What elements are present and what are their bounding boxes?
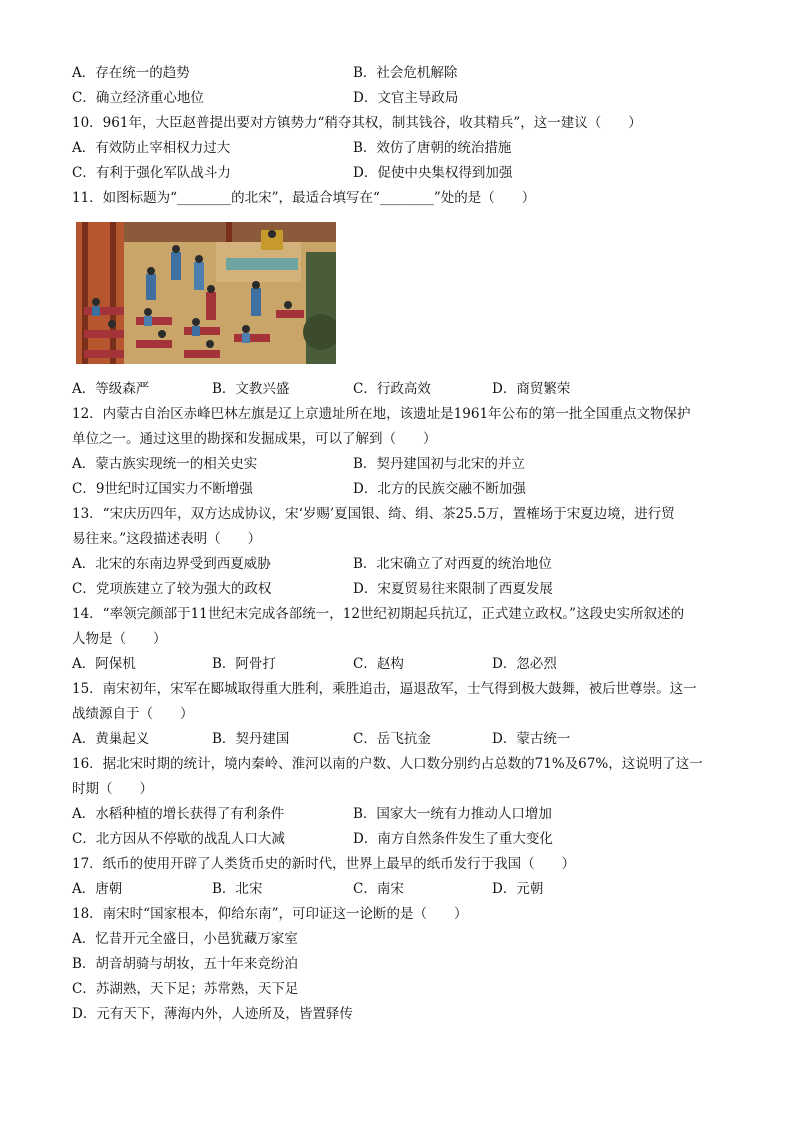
q15-option-b: B．契丹建国: [212, 731, 290, 747]
q10-stem: 10．961年，大臣赵普提出要对方镇势力“稍夺其权，制其钱谷，收其精兵”，这一建议（ ）: [72, 115, 642, 131]
q14-option-d: D．忽必烈: [492, 656, 557, 672]
q16-option-a: A．水稻种植的增长获得了有利条件: [72, 806, 285, 822]
q11-option-c: C．行政高效: [353, 381, 431, 397]
q18-stem: 18．南宋时“国家根本，仰给东南”，可印证这一论断的是（ ）: [72, 906, 468, 922]
q17-stem: 17．纸币的使用开辟了人类货币史的新时代，世界上最早的纸币发行于我国（ ）: [72, 856, 576, 872]
q13-stem-line-2: 易往来。”这段描述表明（ ）: [72, 531, 262, 547]
q18-option-d: D．元有天下，薄海内外，人迹所及，皆置驿传: [72, 1006, 353, 1022]
q15-option-a: A．黄巢起义: [72, 731, 150, 747]
q12-option-d: D．北方的民族交融不断加强: [353, 481, 526, 497]
q11-option-b: B．文教兴盛: [212, 381, 290, 397]
q16-option-d: D．南方自然条件发生了重大变化: [353, 831, 553, 847]
q12-option-c: C．9世纪时辽国实力不断增强: [72, 481, 253, 497]
q17-option-a: A．唐朝: [72, 881, 123, 897]
q10-option-a: A．有效防止宰相权力过大: [72, 140, 231, 156]
q17-option-c: C．南宋: [353, 881, 404, 897]
q14-option-c: C．赵构: [353, 656, 404, 672]
q14-stem-line-2: 人物是（ ）: [72, 631, 167, 647]
q14-option-a: A．阿保机: [72, 656, 136, 672]
q13-option-c: C．党项族建立了较为强大的政权: [72, 581, 272, 597]
q12-stem-line-1: 12．内蒙古自治区赤峰巴林左旗是辽上京遗址所在地，该遗址是1961年公布的第一批全国重点文物保护: [72, 406, 691, 422]
q13-option-a: A．北宋的东南边界受到西夏威胁: [72, 556, 271, 572]
q18-option-b: B．胡音胡骑与胡妆，五十年来竞纷泊: [72, 956, 298, 972]
q11-option-d: D．商贸繁荣: [492, 381, 571, 397]
q16-option-c: C．北方因从不停歇的战乱人口大减: [72, 831, 285, 847]
q16-stem-line-2: 时期（ ）: [72, 781, 153, 797]
q16-option-b: B．国家大一统有力推动人口增加: [353, 806, 552, 822]
q11-stem: 11．如图标题为“________的北宋”，最适合填写在“________”处的是（ ）: [72, 190, 536, 206]
q11-option-a: A．等级森严: [72, 381, 150, 397]
q15-stem-line-1: 15．南宋初年，宋军在郾城取得重大胜利，乘胜追击，逼退敌军，士气得到极大鼓舞，被后世尊崇。这一: [72, 681, 697, 697]
q10-option-c: C．有利于强化军队战斗力: [72, 165, 231, 181]
q15-option-d: D．蒙古统一: [492, 731, 571, 747]
q12-option-a: A．蒙古族实现统一的相关史实: [72, 456, 258, 472]
q9-option-c: C．确立经济重心地位: [72, 90, 204, 106]
q15-option-c: C．岳飞抗金: [353, 731, 431, 747]
q13-option-b: B．北宋确立了对西夏的统治地位: [353, 556, 552, 572]
q9-option-d: D．文官主导政局: [353, 90, 459, 106]
q18-option-c: C．苏湖熟，天下足；苏常熟，天下足: [72, 981, 299, 997]
q10-option-b: B．效仿了唐朝的统治措施: [353, 140, 512, 156]
q9-option-a: A．存在统一的趋势: [72, 65, 190, 81]
q14-stem-line-1: 14．“率领完颜部于11世纪末完成各部统一，12世纪初期起兵抗辽，正式建立政权。”这段史实所叙述的: [72, 606, 685, 622]
q13-option-d: D．宋夏贸易往来限制了西夏发展: [353, 581, 553, 597]
painting-imperial-examination-icon: [76, 222, 336, 364]
q12-stem-line-2: 单位之一。通过这里的勘探和发掘成果，可以了解到（ ）: [72, 431, 437, 447]
q10-option-d: D．促使中央集权得到加强: [353, 165, 513, 181]
q17-option-d: D．元朝: [492, 881, 544, 897]
q9-option-b: B．社会危机解除: [353, 65, 458, 81]
q18-option-a: A．忆昔开元全盛日，小邑犹藏万家室: [72, 931, 298, 947]
q12-option-b: B．契丹建国初与北宋的并立: [353, 456, 525, 472]
q15-stem-line-2: 战绩源自于（ ）: [72, 706, 194, 722]
q16-stem-line-1: 16．据北宋时期的统计，境内秦岭、淮河以南的户数、人口数分别约占总数的71%及67%，这说明了这一: [72, 756, 703, 772]
q13-stem-line-1: 13．“宋庆历四年，双方达成协议，宋‘岁赐’夏国银、绮、绢、茶25.5万，置榷场于宋夏边境，进行贸: [72, 506, 675, 522]
q14-option-b: B．阿骨打: [212, 656, 276, 672]
q17-option-b: B．北宋: [212, 881, 263, 897]
